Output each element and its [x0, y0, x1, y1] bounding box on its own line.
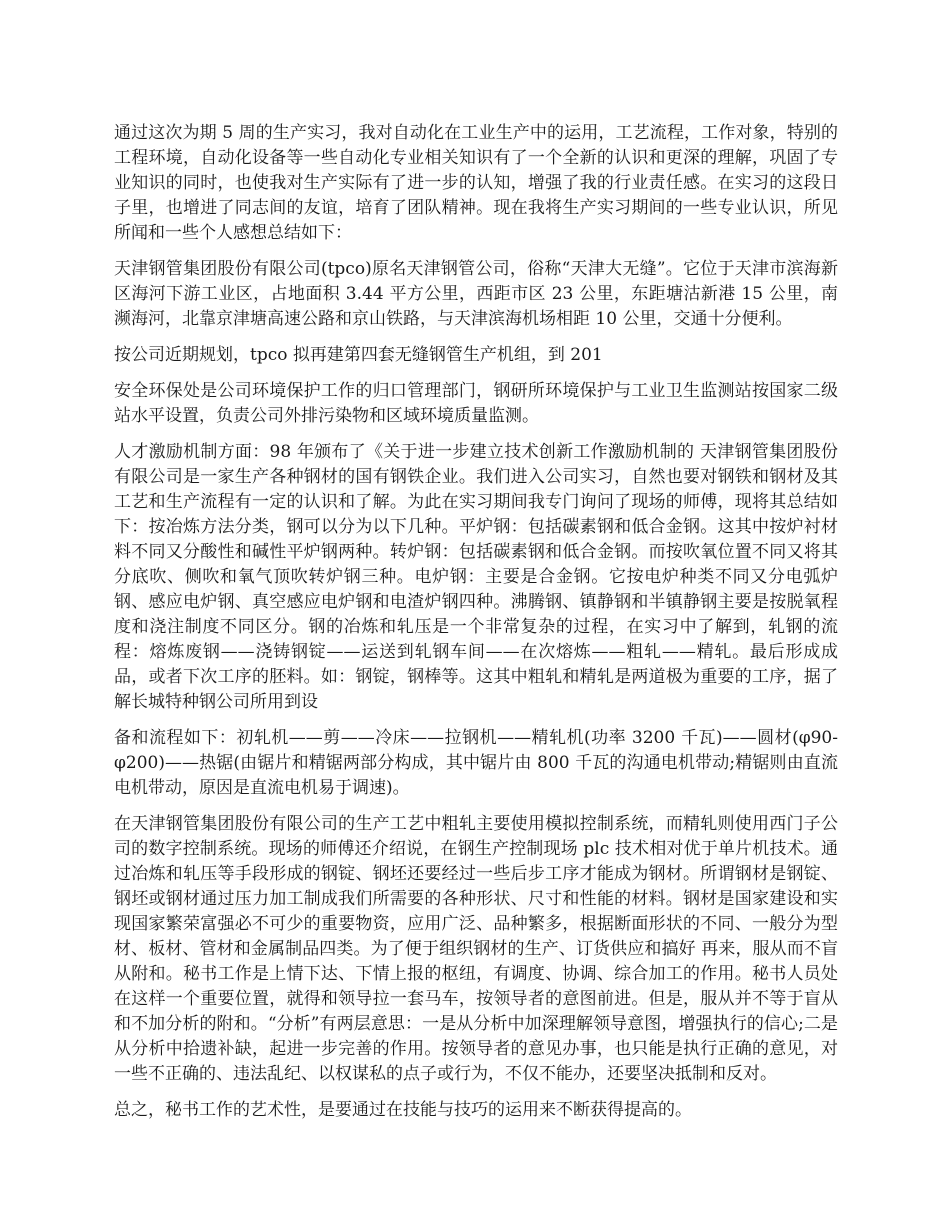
paragraph-steel-types: 人才激励机制方面：98 年颁布了《关于进一步建立技术创新工作激励机制的 天津钢管集团股份有限公司是一家生产各种钢材的国有钢铁企业。我们进入公司实习，自然也要对钢铁和钢材及其工艺和生产流程有一定的认识和了解。为此在实习期间我专门询问了现场的师傅，现将其总结如下：按冶炼方法分类，钢可以分为以下几种。平炉钢：包括碳素钢和低合金钢。这其中按炉衬材料不同又分酸性和碱性平炉钢两种。转炉钢：包括碳素钢和低合金钢。而按吹氧位置不同又将其分底吹、侧吹和氧气顶吹转炉钢三种。电炉钢：主要是合金钢。它按电炉种类不同又分电弧炉钢、感应电炉钢、真空感应电炉钢和电渣炉钢四种。沸腾钢、镇静钢和半镇静钢主要是按脱氧程度和浇注制度不同区分。钢的冶炼和轧压是一个非常复杂的过程，在实习中了解到，轧钢的流程：熔炼废钢——浇铸钢锭——运送到轧钢车间——在次熔炼——粗轧——精轧。最后形成成品，或者下次工序的胚料。如：钢锭，钢棒等。这其中粗轧和精轧是两道极为重要的工序，据了解长城特种钢公司所用到设 [114, 442, 838, 712]
document-body [114, 121, 838, 1134]
paragraph-planning: 按公司近期规划，tpco 拟再建第四套无缝钢管生产机组，到 201 [114, 345, 603, 365]
paragraph-environment: 安全环保处是公司环境保护工作的归口管理部门，钢研所环境保护与工业卫生监测站按国家二级站水平设置，负责公司外排污染物和区域环境质量监测。 [114, 381, 838, 426]
paragraph-control-systems: 在天津钢管集团股份有限公司的生产工艺中粗轧主要使用模拟控制系统，而精轧则使用西门子公司的数字控制系统。现场的师傅还介绍说，在钢生产控制现场 plc 技术相对优于单片机技术。通过冶炼和轧压等手段形成的钢锭、钢坯还要经过一些后步工序才能成为钢材。所谓钢材是钢锭、钢坯或钢材通过压力加工制成我们所需要的各种形状、尺寸和性能的材料。钢材是国家建设和实现国家繁荣富强必不可少的重要物资，应用广泛、品种繁多，根据断面形状的不同、一般分为型材、板材、管材和金属制品四类。为了便于组织钢材的生产、订货供应和搞好 再来，服从而不盲从附和。秘书工作是上情下达、下情上报的枢纽，有调度、协调、综合加工的作用。秘书人员处在这样一个重要位置，就得和领导拉一套马车，按领导者的意图前进。但是，服从并不等于盲从和不加分析的附和。“分析”有两层意思：一是从分析中加深理解领导意图，增强执行的信心;二是从分析中拾遗补缺，起进一步完善的作用。按领导者的意见办事，也只能是执行正确的意见，对一些不正确的、违法乱纪、以权谋私的点子或行为，不仅不能办，还要坚决抵制和反对。 [114, 814, 838, 1084]
paragraph-rolling-process: 备和流程如下：初轧机——剪——冷床——拉钢机——精轧机(功率 3200 千瓦)——圆材(φ90-φ200)——热锯(由锯片和精锯两部分构成，其中锯片由 800 千瓦的沟通电机带动;精锯则由直流电机带动，原因是直流电机易于调速)。 [114, 728, 838, 798]
paragraph-company-profile: 天津钢管集团股份有限公司(tpco)原名天津钢管公司，俗称“天津大无缝”。它位于天津市滨海新区海河下游工业区，占地面积 3.44 平方公里，西距市区 23 公里，东距塘沽新港 15 公里，南濒海河，北靠京津塘高速公路和京山铁路，与天津滨海机场相距 10 公里，交通十分便利。 [114, 259, 838, 329]
paragraph-intro: 通过这次为期 5 周的生产实习，我对自动化在工业生产中的运用，工艺流程，工作对象，特别的工程环境，自动化设备等一些自动化专业相关知识有了一个全新的认识和更深的理解，巩固了专业知识的同时，也使我对生产实际有了进一步的认知，增强了我的行业责任感。在实习的这段日子里，也增进了同志间的友谊，培育了团队精神。现在我将生产实习期间的一些专业认识，所见所闻和一些个人感想总结如下： [114, 123, 838, 243]
paragraph-conclusion: 总之，秘书工作的艺术性，是要通过在技能与技巧的运用来不断获得提高的。 [114, 1100, 692, 1120]
